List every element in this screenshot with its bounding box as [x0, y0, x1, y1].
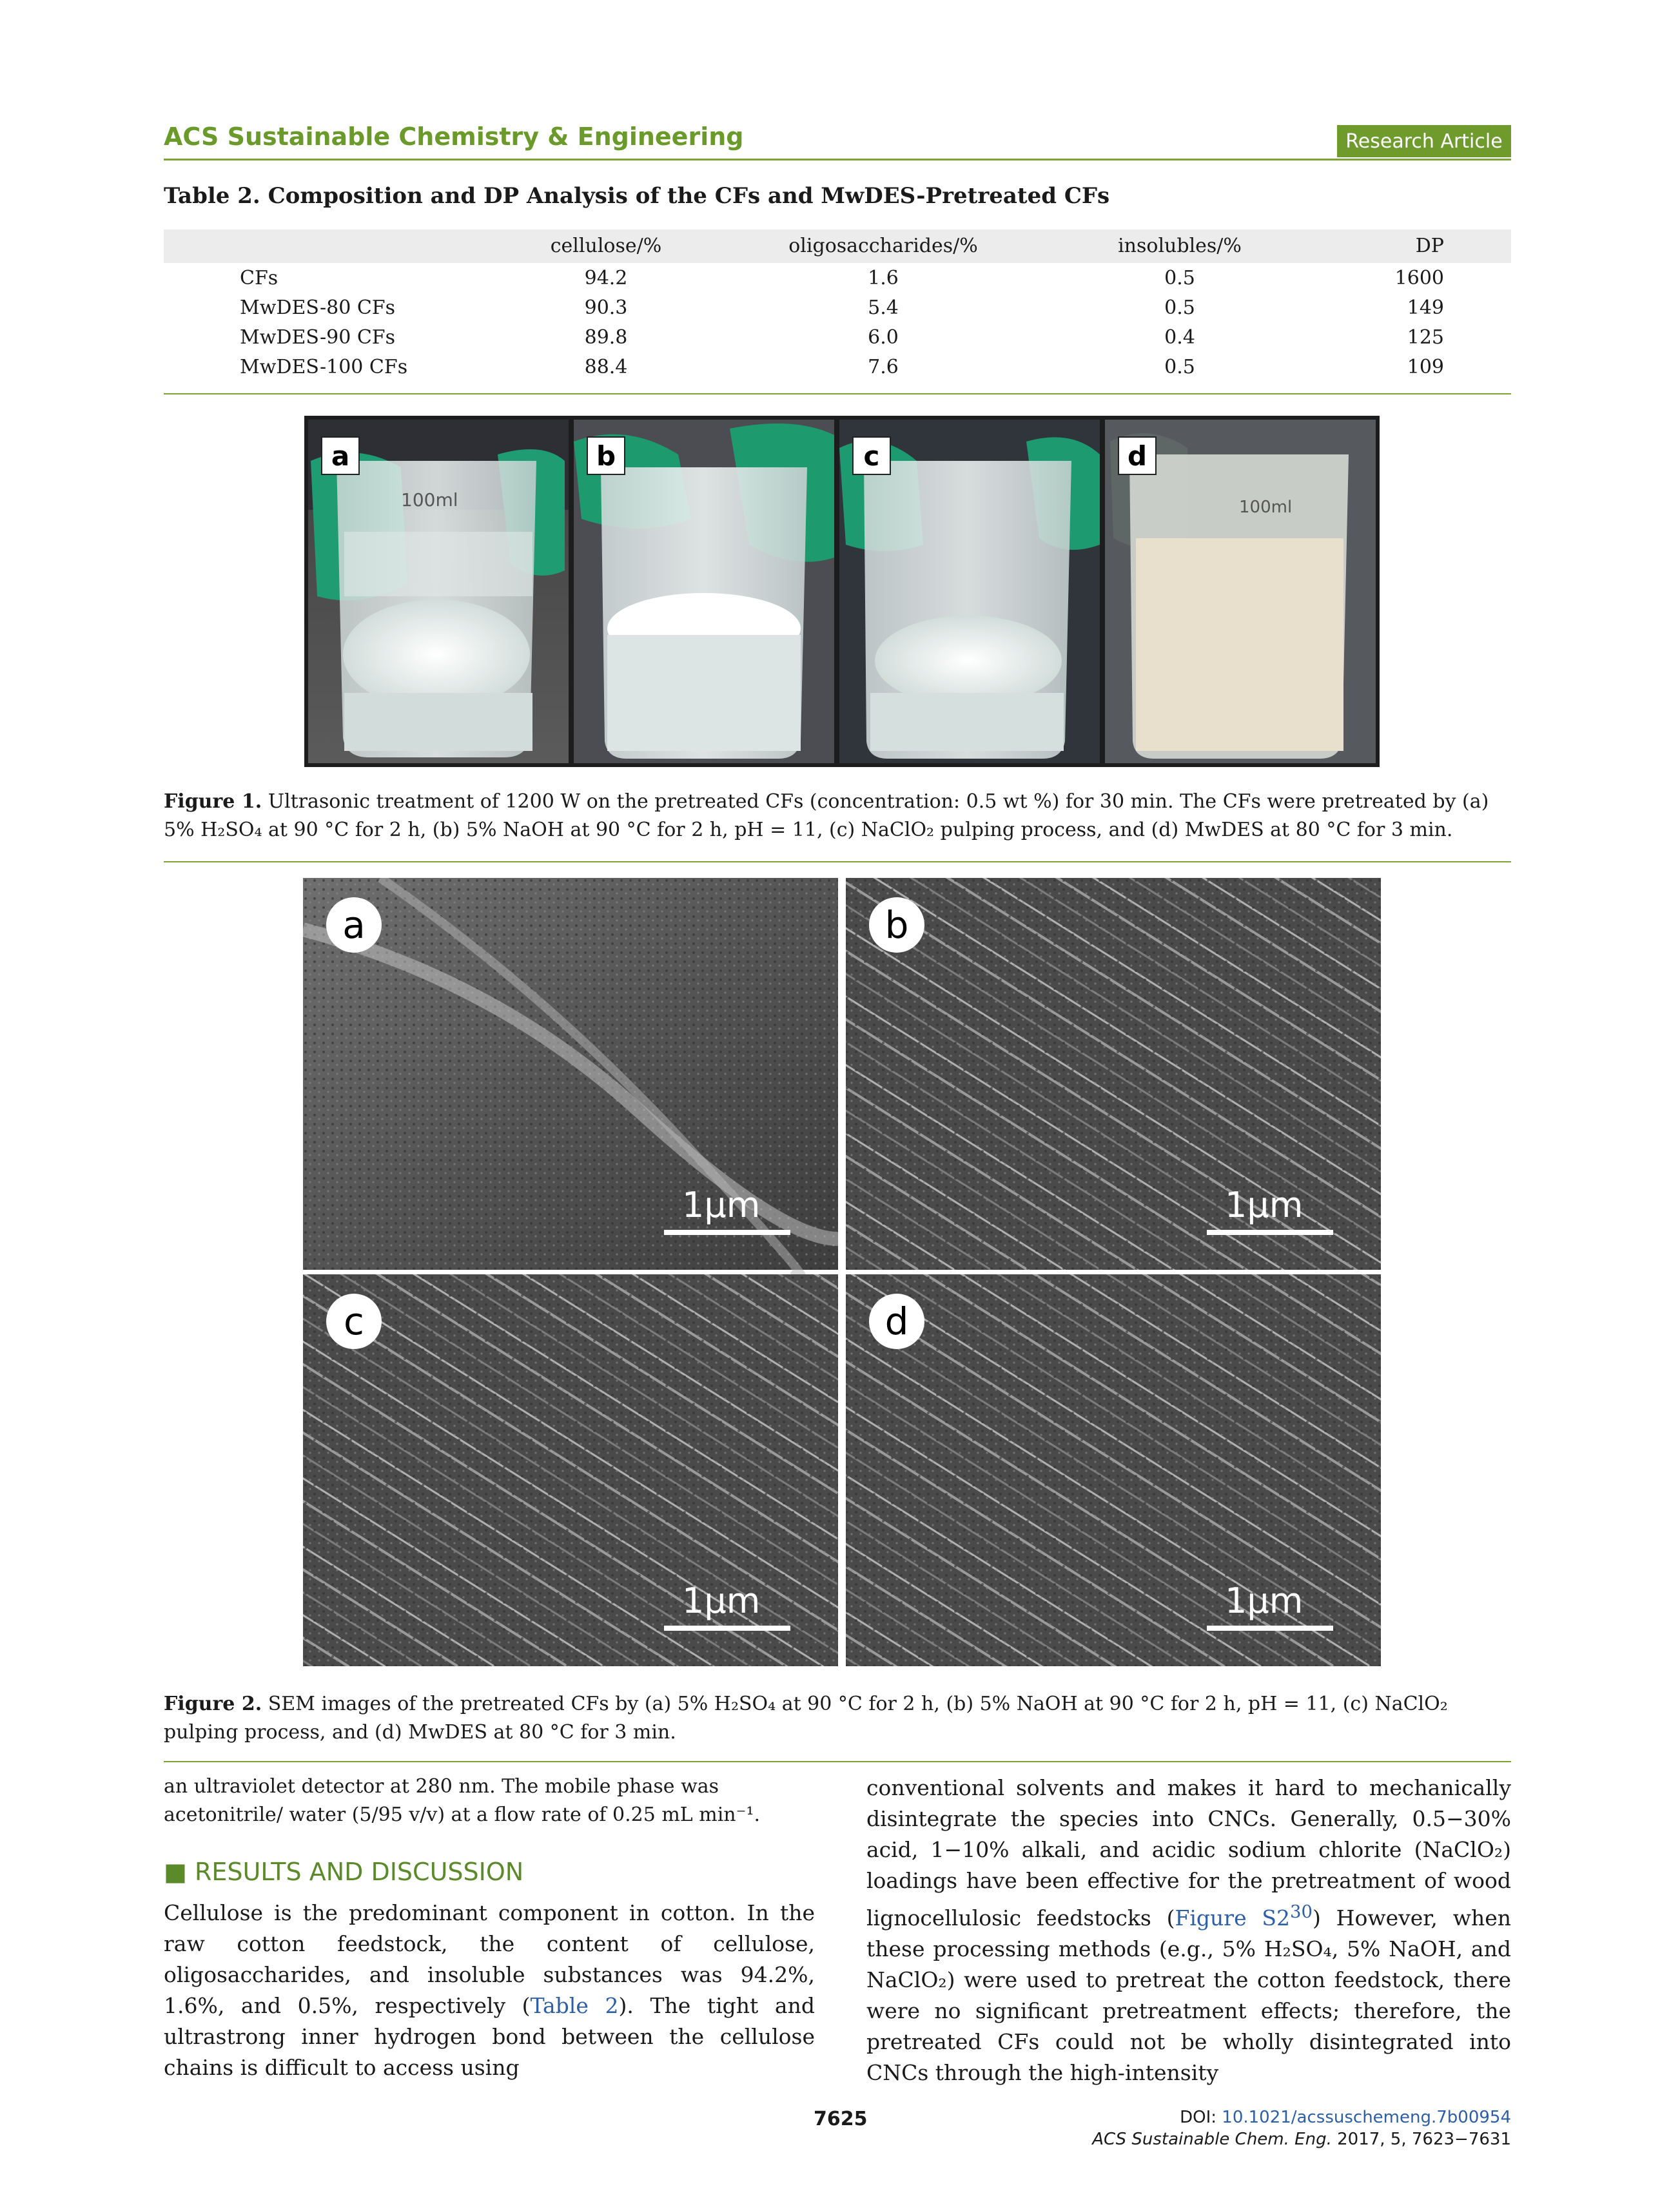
doi-label: DOI: — [1180, 2108, 1217, 2127]
photo-label-a: a — [321, 436, 360, 475]
scale-label-a: 1μm — [682, 1185, 761, 1225]
journal-title: ACS Sustainable Chemistry & Engineering — [164, 122, 744, 151]
col-header-oligosaccharides: oligosaccharides/% — [788, 235, 978, 257]
photo-label-c: c — [852, 436, 891, 475]
doi-line — [1180, 2108, 1511, 2127]
row-sample: CFs — [240, 267, 278, 289]
sem-label-d: d — [869, 1294, 924, 1349]
col-header-insolubles: insolubles/% — [1118, 235, 1242, 257]
figure1-photo — [304, 416, 1380, 767]
results-paragraph-right — [866, 1773, 1511, 2088]
paragraph-text: ) However, when these processing methods (e.g., 5% H₂SO₄, 5% NaOH, and NaClO₂) were used to pretreat the cotton feedstock, there were no significant pretreatment effects; therefore, the pretreated CFs could not be wholly disintegrated into CNCs through the high-intensity — [866, 1905, 1511, 2085]
row-oligosaccharides: 1.6 — [868, 267, 899, 289]
photo-label-b: b — [587, 436, 625, 475]
figure2-rule — [164, 1761, 1511, 1762]
scale-bar-c — [664, 1626, 790, 1631]
sem-label-a: a — [326, 897, 382, 953]
citation-details: 2017, 5, 7623−7631 — [1337, 2130, 1511, 2149]
scale-bar-a — [664, 1230, 790, 1235]
row-oligosaccharides: 6.0 — [868, 326, 899, 349]
row-oligosaccharides: 7.6 — [868, 356, 899, 378]
beaker-photos-svg — [304, 416, 1380, 767]
col-header-cellulose: cellulose/% — [550, 235, 662, 257]
figure2-caption — [164, 1690, 1511, 1747]
row-cellulose: 94.2 — [584, 267, 628, 289]
row-insolubles: 0.5 — [1164, 267, 1195, 289]
row-cellulose: 89.8 — [584, 326, 628, 349]
table2-link[interactable]: Table 2 — [530, 1993, 619, 2018]
row-dp: 109 — [1407, 356, 1444, 378]
row-dp: 149 — [1407, 297, 1444, 319]
figure2-caption-text: SEM images of the pretreated CFs by (a) 5% H₂SO₄ at 90 °C for 2 h, (b) 5% NaOH at 90 °C for 2 h, pH = 11, (c) NaClO₂ pulping process, and (d) MwDES at 80 °C for 3 min. — [164, 1693, 1448, 1744]
row-insolubles: 0.5 — [1164, 356, 1195, 378]
article-type-badge: Research Article — [1337, 125, 1511, 157]
figure1-rule — [164, 861, 1511, 862]
header-rule — [164, 159, 1511, 160]
row-dp: 125 — [1407, 326, 1444, 349]
sem-label-c: c — [326, 1294, 382, 1349]
row-sample: MwDES-80 CFs — [240, 297, 396, 319]
scale-label-b: 1μm — [1225, 1185, 1304, 1225]
row-cellulose: 88.4 — [584, 356, 628, 378]
scale-bar-b — [1207, 1230, 1333, 1235]
row-cellulose: 90.3 — [584, 297, 628, 319]
row-sample: MwDES-100 CFs — [240, 356, 408, 378]
section-title: RESULTS AND DISCUSSION — [195, 1858, 524, 1886]
row-insolubles: 0.5 — [1164, 297, 1195, 319]
row-dp: 1600 — [1394, 267, 1444, 289]
figure1-caption — [164, 788, 1511, 844]
figure1-caption-label: Figure 1. — [164, 790, 262, 813]
sem-images-svg — [303, 878, 1381, 1666]
citation-line — [1092, 2130, 1511, 2149]
figure2-caption-label: Figure 2. — [164, 1693, 262, 1715]
scale-label-c: 1μm — [682, 1580, 761, 1621]
reference-30-link[interactable]: 30 — [1290, 1901, 1313, 1922]
row-sample: MwDES-90 CFs — [240, 326, 396, 349]
svg-text:100ml: 100ml — [401, 489, 458, 511]
methods-tail-text: an ultraviolet detector at 280 nm. The mobile phase was acetonitrile/ water (5/95 v/v) at a flow rate of 0.25 mL min⁻¹. — [164, 1775, 761, 1826]
sem-label-b: b — [869, 897, 924, 953]
table-title: Table 2. Composition and DP Analysis of the CFs and MwDES-Pretreated CFs — [164, 183, 1110, 209]
figure1-caption-text: Ultrasonic treatment of 1200 W on the pretreated CFs (concentration: 0.5 wt %) for 30 min. The CFs were pretreated by (a) 5% H₂SO₄ at 90 °C for 2 h, (b) 5% NaOH at 90 °C for 2 h, pH = 11, (c) NaClO₂ pulping process, and (d) MwDES at 80 °C for 3 min. — [164, 790, 1489, 841]
results-paragraph-left — [164, 1898, 815, 2083]
figure2-sem — [303, 878, 1381, 1666]
photo-label-d: d — [1118, 436, 1157, 475]
table-bottom-rule — [164, 393, 1511, 394]
svg-text:100ml: 100ml — [1239, 498, 1293, 517]
citation-journal: ACS Sustainable Chem. Eng. — [1092, 2130, 1332, 2149]
paragraph-text: conventional solvents and makes it hard to mechanically disintegrate the species into CNCs. Generally, 0.5−30% acid, 1−10% alkali, and acidic sodium chlorite (NaClO₂) loadings have been effective for the pretreatment of wood lignocellulosic feedstocks ( — [866, 1775, 1511, 1931]
doi-link[interactable]: 10.1021/acssuschemeng.7b00954 — [1222, 2108, 1511, 2127]
row-oligosaccharides: 5.4 — [868, 297, 899, 319]
section-heading — [164, 1858, 523, 1886]
paragraph-text: Cellulose is the predominant component in cotton. In the raw cotton feedstock, the content of cellulose, oligosaccharides, and insoluble substances was 94.2%, 1.6%, and 0.5%, respectively ( — [164, 1900, 815, 2018]
section-marker-icon: ■ — [164, 1858, 187, 1886]
figure-s2-link[interactable]: Figure S2 — [1175, 1905, 1291, 1931]
col-header-dp: DP — [1415, 235, 1444, 257]
page-number: 7625 — [814, 2108, 868, 2130]
row-insolubles: 0.4 — [1164, 326, 1195, 349]
scale-bar-d — [1207, 1626, 1333, 1631]
scale-label-d: 1μm — [1225, 1580, 1304, 1621]
paragraph-text: ). The tight and ultrastrong inner hydrogen bond between the cellulose chains is difficult to access using — [164, 1993, 815, 2080]
